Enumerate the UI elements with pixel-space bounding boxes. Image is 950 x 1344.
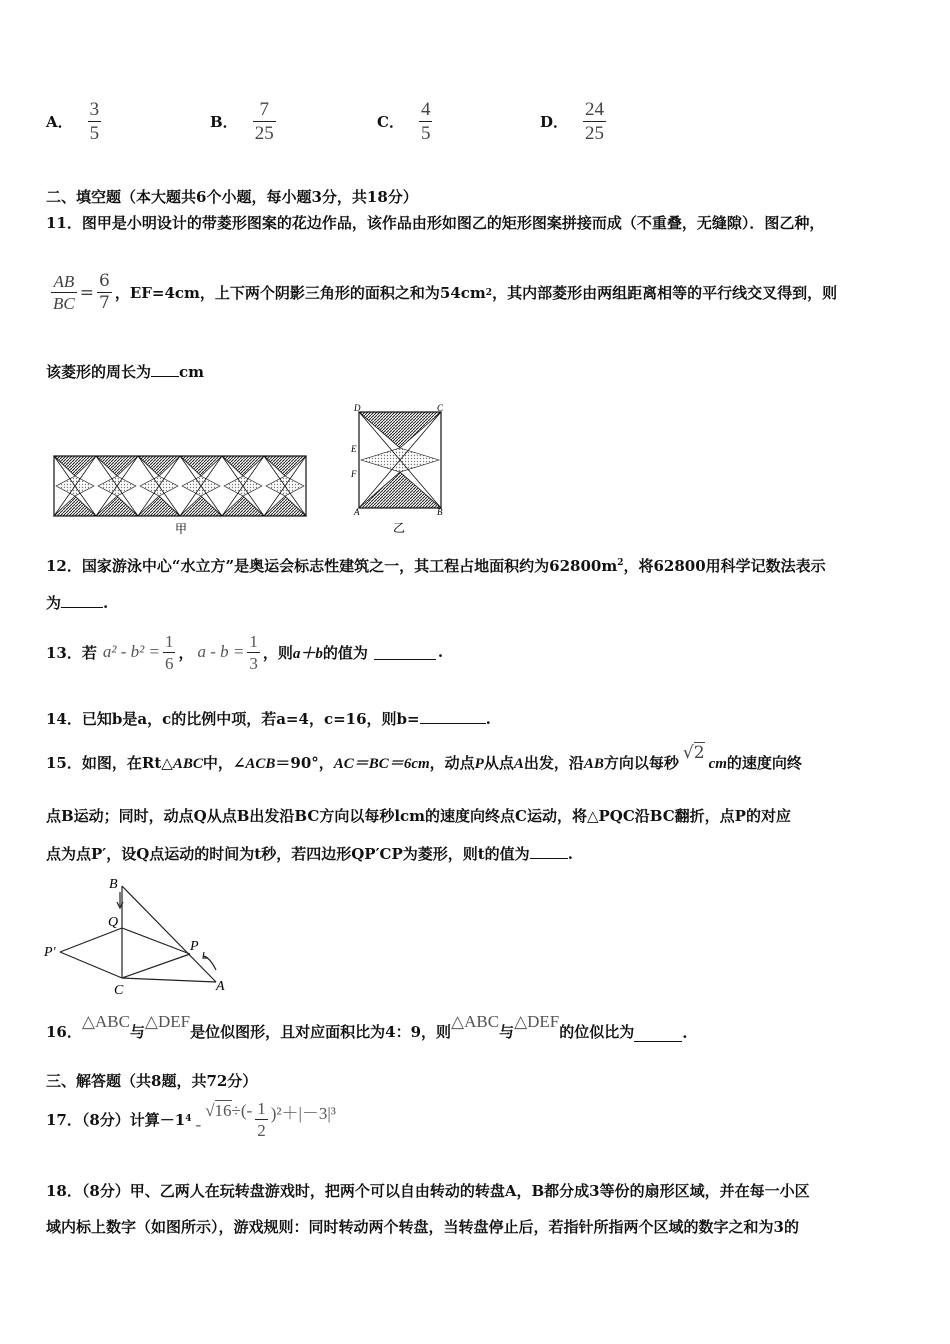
option-d-fraction: $\frac{24}{25}$: [585, 99, 605, 144]
q11-figures: [48, 400, 468, 540]
fig-yi-label-b: B: [437, 507, 443, 517]
q15-fig-label-b: B: [109, 877, 118, 892]
fig-yi-label-d: D: [354, 403, 361, 413]
figure-yi-label: 乙: [393, 521, 406, 535]
q15-line2: 点B运动；同时，动点Q从点B出发沿BC方向以每秒lcm的速度向终点C运动，将△PQC沿BC翻折，点P的对应: [46, 807, 791, 825]
q13-fraction-1-3: $\frac{1}{3}$: [249, 631, 258, 673]
q11-answer-blank[interactable]: [151, 362, 179, 377]
option-c-fraction: $\frac{4}{5}$: [420, 99, 431, 144]
q15-fig-label-p-prime: P′: [44, 945, 56, 960]
q13-answer-blank[interactable]: [374, 645, 436, 660]
q14: 14．已知b是a，c的比例中项，若a=4，c=16，则b= .: [46, 710, 491, 728]
option-c: C． $\frac{4}{5}$: [377, 99, 431, 144]
figure-jia-strip: [54, 456, 306, 516]
q15-fig-label-p: P: [190, 939, 199, 954]
q15-figure: [40, 870, 240, 1000]
option-a-fraction: $\frac{3}{5}$: [89, 99, 100, 144]
figure-yi: [359, 412, 441, 508]
q11-line3: 该菱形的周长为 cm: [46, 363, 205, 381]
q13-fraction-1-6: $\frac{1}{6}$: [164, 631, 174, 673]
q11-line2: $\frac{AB}{BC}$ = $\frac{6}{7}$ ，EF=4cm，上下两个阴影三角形的面积之和为54cm 2 ，其内部菱形由两组距离相等的平行线交叉得到，则: [53, 271, 838, 313]
q17: 17．（8分）计算－1 4 - √16 ÷(- $\frac{1}{2}$ )²＋|－3|³: [46, 1098, 336, 1140]
section-2-heading: 二、填空题（本大题共6个小题，每小题3分，共18分）: [46, 188, 418, 206]
q15-line3: 点为点P′，设Q点运动的时间为t秒，若四边形QP′CP为菱形，则t的值为 .: [46, 845, 573, 863]
q15-line1: 15．如图，在Rt△ ABC 中，∠ ACB ＝90°， AC＝BC＝6cm ，动点 P 从点 A 出发，沿 AB 方向以每秒 √2 cm 的速度向终: [46, 743, 802, 772]
section-3-heading: 三、解答题（共8题，共72分）: [46, 1072, 258, 1090]
q13: 13．若 a² - b² = $\frac{1}{6}$ ， a - b = $\frac{1}{3}$ ，则 a＋b 的值为 .: [46, 631, 444, 673]
option-d: D． $\frac{24}{25}$: [540, 99, 605, 144]
q12-line1: 12．国家游泳中心“水立方”是奥运会标志性建筑之一，其工程占地面积约为$62800m^2$，将62800用科学记数法表示: [46, 557, 826, 575]
q17-fraction-1-2: $\frac{1}{2}$: [257, 1098, 266, 1140]
option-b: B． $\frac{7}{25}$: [210, 99, 274, 144]
q16: 16． △ABC 与 △DEF 是位似图形，且对应面积比为4：9，则 △ABC 与 △DEF 的位似比为 .: [46, 1012, 688, 1042]
fig-yi-label-f: F: [351, 469, 357, 479]
fig-yi-label-a: A: [354, 507, 360, 517]
q11-ab-bc-fraction: $\frac{AB}{BC}$: [53, 272, 75, 313]
q12-answer-blank[interactable]: [61, 593, 103, 608]
q15-fig-label-q: Q: [108, 915, 119, 930]
q18-line2: 域内标上数字（如图所示），游戏规则：同时转动两个转盘，当转盘停止后，若指针所指两个区域的数字之和为3的: [46, 1218, 799, 1236]
q15-fig-label-a: A: [216, 979, 225, 994]
fig-yi-label-e: E: [351, 444, 357, 454]
q11-line1: 11．图甲是小明设计的带菱形图案的花边作品，该作品由形如图乙的矩形图案拼接而成（不重叠，无缝隙）．图乙种，: [46, 214, 825, 232]
option-a: A． $\frac{3}{5}$: [46, 99, 100, 144]
figure-jia-label: 甲: [175, 522, 188, 536]
q12-line2: 为 .: [46, 594, 109, 612]
option-b-fraction: $\frac{7}{25}$: [254, 99, 274, 144]
q17-sqrt16: √16: [205, 1101, 232, 1120]
q15-answer-blank[interactable]: [530, 844, 568, 859]
q15-fig-label-c: C: [114, 983, 124, 998]
q16-answer-blank[interactable]: [634, 1027, 682, 1042]
q15-sqrt2: √2: [682, 743, 705, 763]
q11-6-7-fraction: $\frac{6}{7}$: [98, 271, 110, 313]
q14-answer-blank[interactable]: [420, 709, 486, 724]
fig-yi-label-c: C: [437, 403, 444, 413]
q18-line1: 18．（8分）甲、乙两人在玩转盘游戏时，把两个可以自由转动的转盘A，B都分成3等份的扇形区域，并在每一小区: [46, 1182, 810, 1200]
